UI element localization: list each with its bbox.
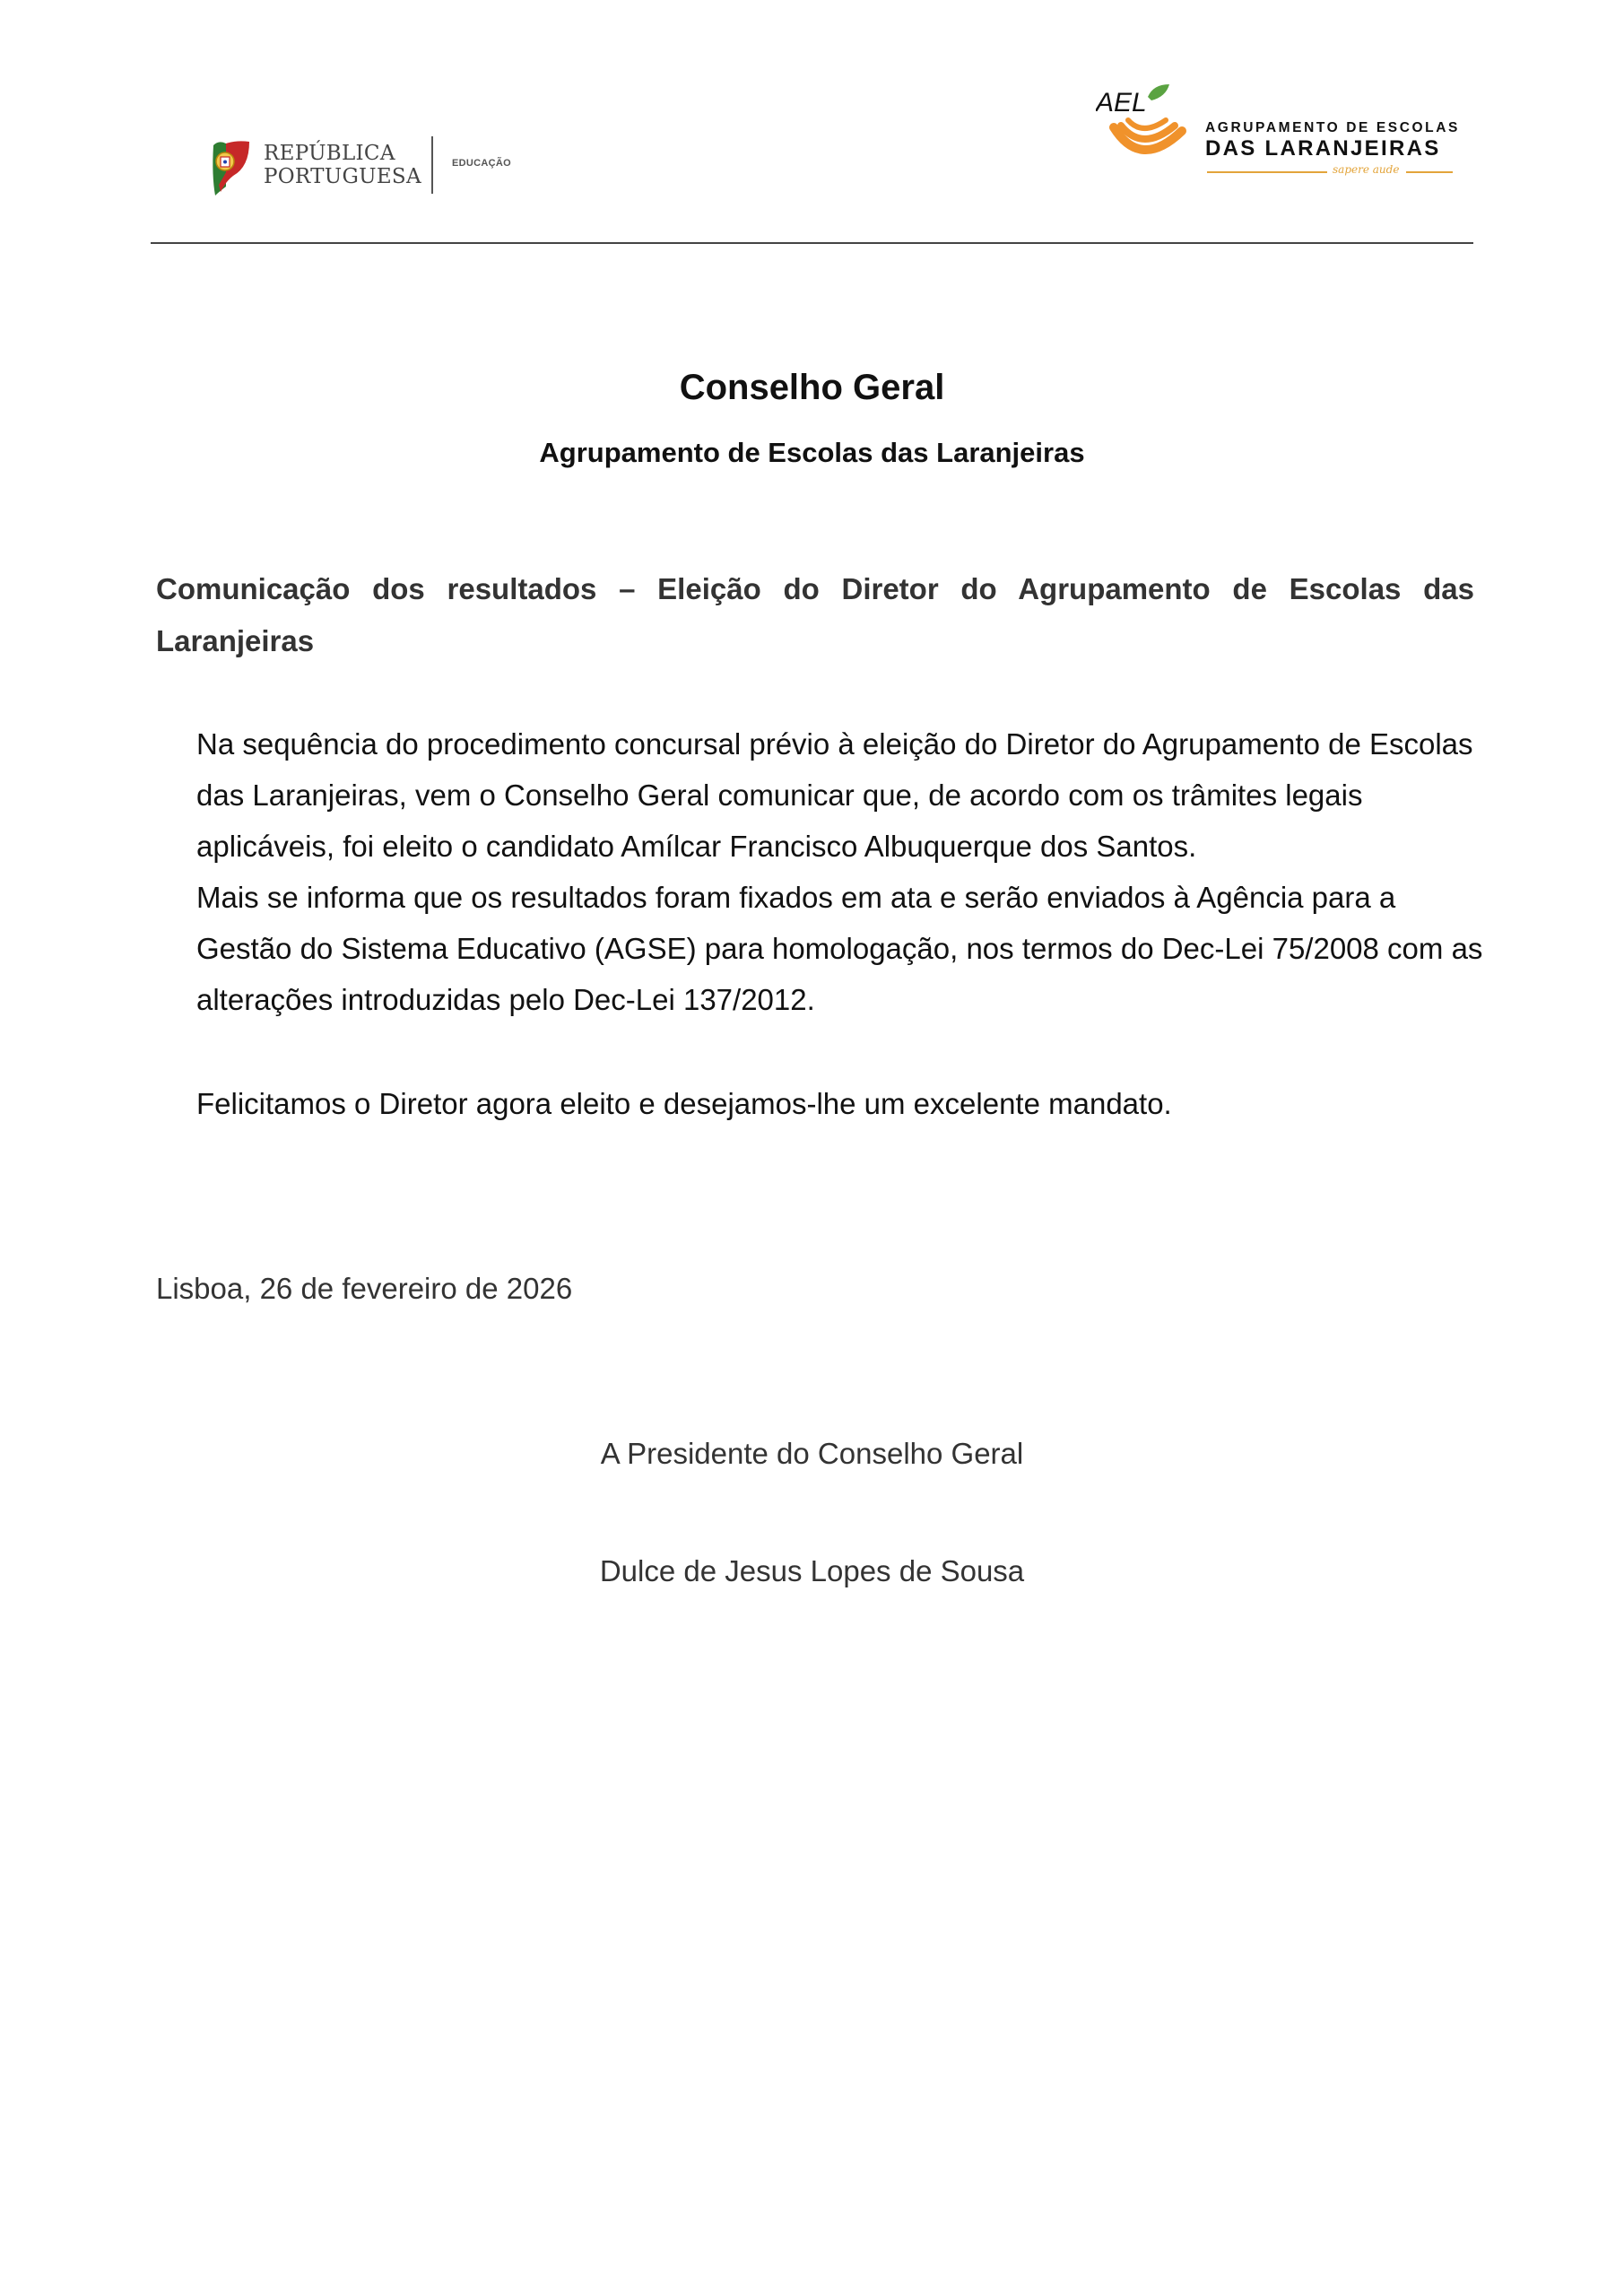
- ael-orange-mark-icon: [1096, 81, 1203, 166]
- document-heading: Comunicação dos resultados – Eleição do Diretor do Agrupamento de Escolas das Laranjeiras: [156, 572, 1474, 657]
- logo-divider: [431, 136, 433, 194]
- signature-role: A Presidente do Conselho Geral: [600, 1437, 1024, 1470]
- motto-rule-left: [1207, 171, 1327, 173]
- body-paragraph: Mais se informa que os resultados foram fixados em ata e serão enviados à Agência para a Gestão do Sistema Educativo (AGSE) para homologação, nos termos do Dec-Lei 75/2008 com as alterações introduzidas pelo Dec-Lei 137/2012.: [196, 881, 1483, 1016]
- body-paragraph: Felicitamos o Diretor agora eleito e desejamos-lhe um excelente mandato.: [196, 1087, 1172, 1120]
- place-date: Lisboa, 26 de fevereiro de 2026: [156, 1272, 573, 1305]
- logo-motto: sapere aude: [1333, 163, 1400, 176]
- ael-monogram: AEL: [1096, 88, 1147, 117]
- signature-name: Dulce de Jesus Lopes de Sousa: [599, 1554, 1025, 1587]
- agrupamento-logo: [1096, 81, 1472, 188]
- logo-text-agrupamento: AGRUPAMENTO DE ESCOLAS: [1205, 120, 1460, 135]
- portuguese-emblem-icon: [210, 140, 251, 197]
- motto-rule-right: [1406, 171, 1453, 173]
- ministry-label: EDUCAÇÃO: [452, 158, 511, 169]
- logo-text-laranjeiras: DAS LARANJEIRAS: [1205, 136, 1441, 161]
- body-paragraph: Na sequência do procedimento concursal prévio à eleição do Diretor do Agrupamento de Escolas das Laranjeiras, vem o Conselho Geral comunicar que, de acordo com os trâmites legais aplicáveis, foi eleito o candidato Amílcar Francisco Albuquerque dos Santos.: [196, 727, 1473, 863]
- logo-text-portuguesa: PORTUGUESA: [264, 165, 421, 188]
- document-subtitle: Agrupamento de Escolas das Laranjeiras: [539, 437, 1085, 468]
- republica-portuguesa-logo: [208, 135, 549, 206]
- logo-text-republica: REPÚBLICA: [264, 142, 395, 165]
- header-divider: [151, 242, 1473, 244]
- document-title: Conselho Geral: [679, 368, 945, 407]
